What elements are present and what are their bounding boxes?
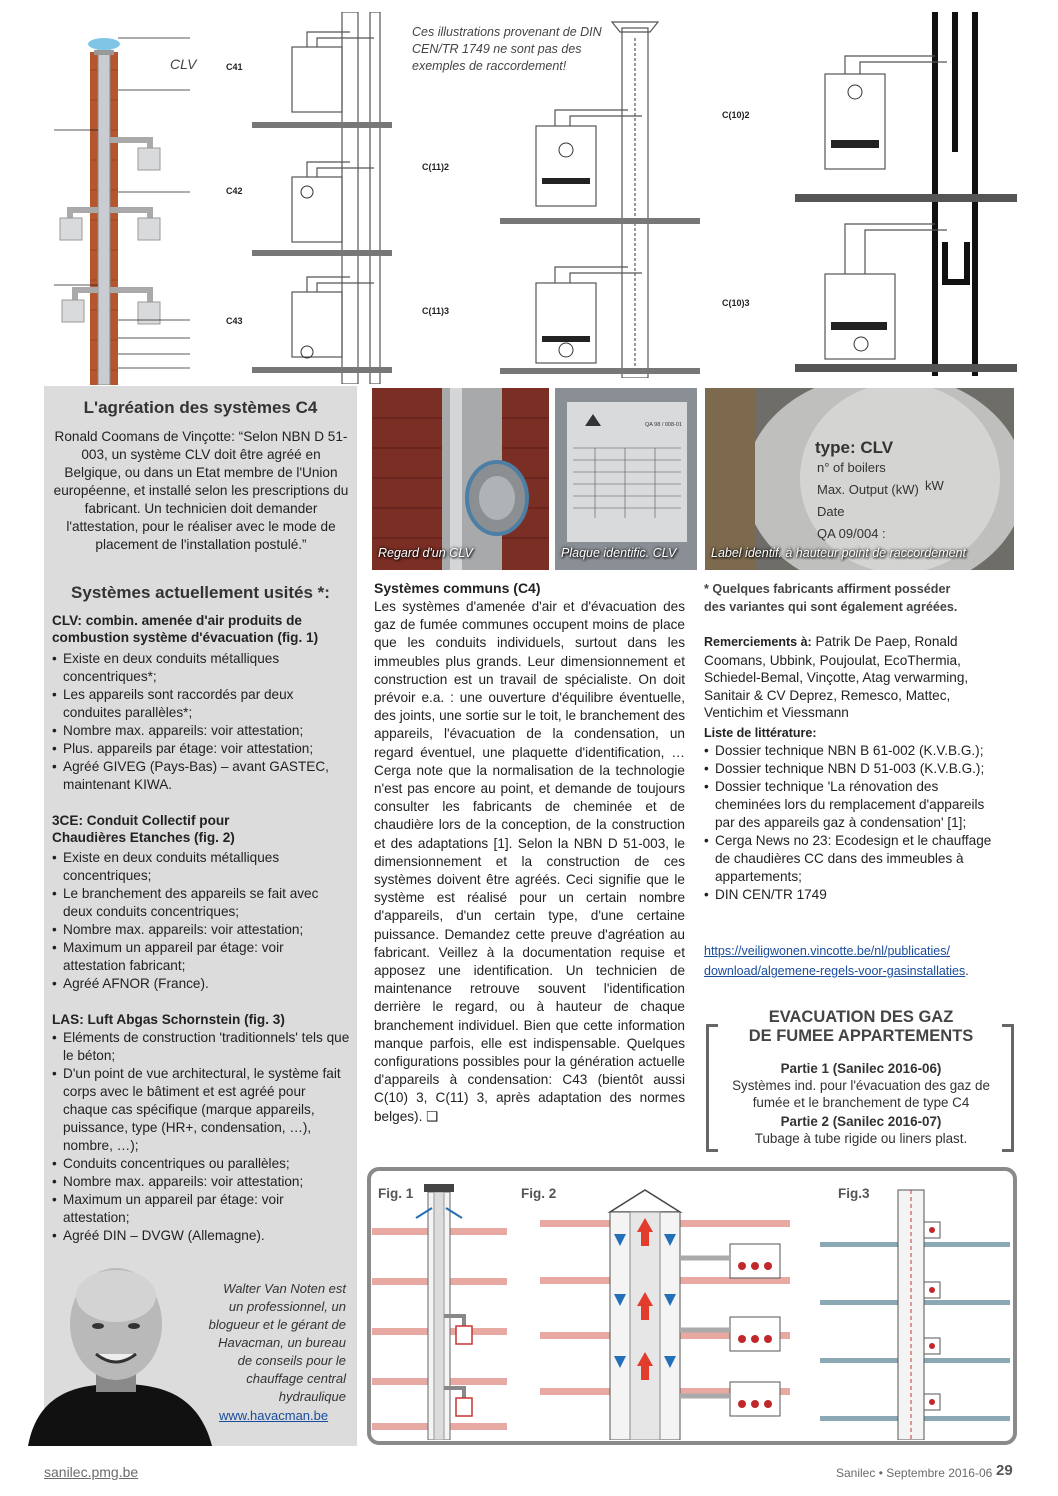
- fig1-diagram: [372, 1178, 507, 1440]
- fig3-diagram: [820, 1182, 1010, 1440]
- author-bio: Walter Van Noten est un professionnel, un blogueur et le gérant de Havacman, un bureau de conseils pour le chauffage central hydraulique: [208, 1281, 346, 1404]
- ce-heading: 3CE: Conduit Collectif pour Chaudières Etanches (fig. 2): [52, 813, 235, 845]
- list-item: • Dossier technique 'La rénovation des cheminées lors du remplacement d'appareils par des appareils gaz à condensation' [1];: [704, 778, 1004, 832]
- evac-part2-head: Partie 2 (Sanilec 2016-07): [780, 1114, 942, 1129]
- label-qa: QA 09/004 :: [817, 526, 886, 541]
- list-item: • Agréé GIVEG (Pays-Bas) – avant GASTEC, maintenant KIWA.: [52, 758, 350, 794]
- list-item: • Les appareils sont raccordés par deux conduites parallèles*;: [52, 686, 350, 722]
- list-item: • Nombre max. appareils: voir attestation;: [52, 921, 350, 939]
- agreation-quote: Ronald Coomans de Vinçotte: “Selon NBN D 51-003, un système CLV doit être agréé en Belgique, ou dans un Etat membre de l'Union européenne, et installé selon les prescriptions du fabricant. Un technicien doit demander l'attestation, pour le réaliser avec le mode de placement de l'installation postulé.”: [53, 429, 349, 552]
- label-c113: C(11)3: [422, 306, 450, 316]
- list-item: • Le branchement des appareils se fait avec deux conduits concentriques;: [52, 885, 350, 921]
- literature-list: [704, 742, 1004, 904]
- list-item: • Maximum un appareil par étage: voir attestation fabricant;: [52, 939, 350, 975]
- author-portrait: [18, 1262, 218, 1446]
- end-mark: ❑: [426, 1108, 439, 1124]
- literature-label: Liste de littérature:: [704, 726, 817, 740]
- photo-plaque-clv: [555, 388, 697, 570]
- fig3-label: Fig.3: [838, 1186, 870, 1201]
- thanks-block: [704, 633, 1009, 722]
- label-type: type: CLV: [815, 438, 894, 457]
- list-item: • Nombre max. appareils: voir attestation;: [52, 722, 350, 740]
- list-item: • Existe en deux conduits métalliques concentriques;: [52, 849, 350, 885]
- fig1-label: Fig. 1: [378, 1186, 414, 1201]
- fig2-diagram: [540, 1182, 790, 1440]
- list-item: • Eléments de construction 'traditionnels' tels que le béton;: [52, 1029, 350, 1065]
- thanks-text: Patrik De Paep, Ronald Coomans, Ubbink, Poujoulat, EcoThermia, Schiedel-Bemal, Vinçotte, Atag verwarming, Sanitair & CV Deprez, Remesco, Mattec, Ventichim et Viessmann: [704, 634, 969, 721]
- list-item: • Cerga News no 23: Ecodesign et le chauffage de chaudières CC dans des immeubles à appartements;: [704, 832, 1004, 886]
- evac-title-2: DE FUMEE APPARTEMENTS: [748, 1027, 974, 1045]
- list-item: • Maximum un appareil par étage: voir attestation;: [52, 1191, 350, 1227]
- las-heading: LAS: Luft Abgas Schornstein (fig. 3): [52, 1012, 285, 1027]
- list-item: • Dossier technique NBN B 61-002 (K.V.B.G.);: [704, 742, 1004, 760]
- photo-label-ident: [705, 388, 1014, 570]
- evac-part2-text: Tubage à tube rigide ou liners plast.: [754, 1131, 968, 1146]
- photo-caption: Plaque identific. CLV: [561, 546, 677, 560]
- c4-diagram: [222, 12, 402, 384]
- list-item: • Plus. appareils par étage: voir attestation;: [52, 740, 350, 758]
- label-kw: kW: [925, 478, 944, 493]
- label-boilers: n° of boilers: [817, 460, 886, 475]
- las-list: [52, 1029, 350, 1245]
- list-item: • Conduits concentriques ou parallèles;: [52, 1155, 350, 1173]
- evac-part1-text: Systèmes ind. pour l'évacuation des gaz de fumée et le branchement de type C4: [732, 1078, 990, 1110]
- footer-site: sanilec.pmg.be: [44, 1464, 139, 1480]
- photo-caption: Label identif. à hauteur point de raccordement: [711, 546, 967, 560]
- url-line-1[interactable]: https://veiligwonen.vincotte.be/nl/publicaties/: [704, 944, 950, 958]
- label-c41: C41: [226, 62, 243, 72]
- label-c103: C(10)3: [722, 298, 750, 308]
- label-c43: C43: [226, 316, 243, 326]
- footer-page: 29: [996, 1462, 1013, 1479]
- url-line-2[interactable]: download/algemene-regels-voor-gasinstallaties: [704, 964, 966, 978]
- photo-regard-clv: [372, 388, 549, 570]
- plate-reference: QA 98 / 008-01: [645, 422, 682, 428]
- label-clv: CLV: [170, 56, 197, 72]
- thanks-label: Remerciements à:: [704, 635, 812, 649]
- list-item: • D'un point de vue architectural, le système fait corps avec le bâtiment et est agréé pour chaque cas spécifique (marque appareils, puissance, type (HR+, condensation, …), nombre, …);: [52, 1065, 350, 1155]
- agreation-title: L'agréation des systèmes C4: [83, 398, 318, 417]
- evac-part1-head: Partie 1 (Sanilec 2016-06): [780, 1061, 942, 1076]
- fig2-label: Fig. 2: [521, 1186, 557, 1201]
- list-item: • Existe en deux conduits métalliques concentriques*;: [52, 650, 350, 686]
- footnote: * Quelques fabricants affirment posséder des variantes qui sont également agréées.: [704, 582, 958, 614]
- list-item: • Agréé DIN – DVGW (Allemagne).: [52, 1227, 350, 1245]
- label-output: Max. Output (kW): [817, 482, 919, 497]
- label-c42: C42: [226, 186, 243, 196]
- evac-title-1: EVACUATION DES GAZ: [768, 1008, 954, 1026]
- clv-list: [52, 650, 350, 794]
- url-end: .: [965, 964, 969, 978]
- url-block: [704, 941, 1004, 981]
- chimney-illustration: [40, 20, 250, 385]
- body-text: Les systèmes d'amenée d'air et d'évacuation des gaz de fumée communes occupent moins de place que les conduits individuels, surtout dans les immeubles plus grands. Leur dimensionnement et construction est un travail de spécialiste. On doit prévoir e.a. : une ouverture d'équilibre éventuelle, des joints, une sortie sur le toit, le branchement des appareils, l'évacuation de la condensation, un regard éventuel, une plaquette d'identification, … Cerga note que la normalisation de la technologie n'est pas encore au point, et demande de toujours consulter les fabricants de cheminée et de chaudière lors de la conception, de la construction et des adaptations [1]. Selon la NBN D 51-003, le dimensionnement et la construction de ces systèmes doivent être agréés. Ceci signifie que le système est réalisé pour un certain nombre d'appareils, d'un certain type, d'une certaine puissance. Demandez cette preuve d'agréation au fabricant. Veillez à la documentation requise et apposez une identification. Un technicien de maintenance retrouve souvent l'identification derrière le regard, ou à hauteur de chaque branchement individuel. Bien que cette information manque parfois, elle est indispensable. Quelques configurations possibles pour la génération actuelle d'appareils à condensation: C43 (bientôt aussi C(10) 3, C(11) 3, après adaptation des normes belges).: [374, 599, 685, 1124]
- list-item: • DIN CEN/TR 1749: [704, 886, 1004, 904]
- list-item: • Nombre max. appareils: voir attestation;: [52, 1173, 350, 1191]
- photo-caption: Regard d'un CLV: [378, 546, 473, 560]
- list-item: • Agréé AFNOR (France).: [52, 975, 350, 993]
- systemes-communs-title: Systèmes communs (C4): [374, 580, 541, 596]
- systemes-communs-body: [374, 598, 685, 1126]
- footer-issue: Sanilec • Septembre 2016-06: [836, 1466, 993, 1480]
- systemes-title: Systèmes actuellement usités *:: [71, 583, 330, 602]
- label-c102: C(10)2: [722, 110, 750, 120]
- disclaimer-text: Ces illustrations provenant de DIN CEN/TR 1749 ne sont pas des exemples de raccordement!: [412, 25, 602, 73]
- c10-diagram: [795, 12, 1017, 376]
- label-date: Date: [817, 504, 845, 519]
- clv-heading: CLV: combin. amenée d'air produits de combustion système d'évacuation (fig. 1): [52, 613, 319, 645]
- author-link[interactable]: www.havacman.be: [219, 1408, 329, 1423]
- bracket-left: [706, 1024, 718, 1152]
- c11-diagram: [500, 18, 700, 378]
- label-c112: C(11)2: [422, 162, 450, 172]
- bracket-right: [1002, 1024, 1014, 1152]
- list-item: • Dossier technique NBN D 51-003 (K.V.B.G.);: [704, 760, 1004, 778]
- ce-list: [52, 849, 350, 993]
